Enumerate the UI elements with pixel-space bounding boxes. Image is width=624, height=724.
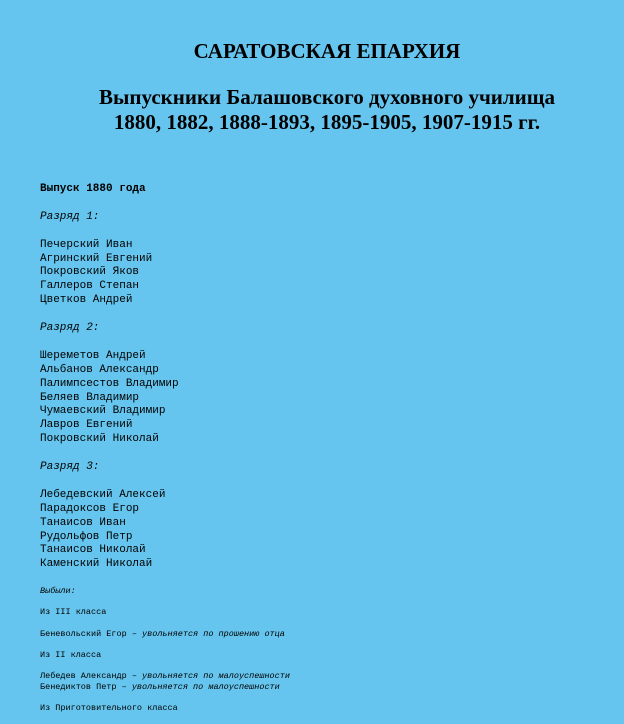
list-item: Танаисов Николай: [40, 544, 146, 557]
prep-class-heading: Из Приготовительного класса: [40, 702, 178, 713]
list-item: Печерский Иван: [40, 238, 133, 251]
grade-2-heading: Разряд 2:: [40, 322, 100, 335]
class-3-entries: [40, 629, 290, 640]
list-item: Лавров Евгений: [40, 419, 133, 432]
list-item: Лебедевский Алексей: [40, 488, 166, 501]
list-item: Альбанов Александр: [40, 363, 159, 376]
dropped-section: [40, 586, 290, 713]
student-name: Беневольский Егор: [40, 628, 127, 639]
list-item: Галлеров Степан: [40, 280, 140, 293]
list-item: Рудольфов Петр: [40, 530, 133, 543]
diocese-title: САРАТОВСКАЯ ЕПАРХИЯ: [193, 39, 461, 63]
list-item: Палимпсестов Владимир: [40, 377, 179, 390]
dropped-heading: Выбыли:: [40, 586, 76, 597]
list-item: Покровский Николай: [40, 433, 159, 446]
graduates-content: [40, 183, 290, 724]
separator: –: [126, 628, 143, 639]
list-item: Покровский Яков: [40, 266, 140, 279]
year-heading: Выпуск 1880 года: [40, 183, 146, 195]
list-item: Танаисов Иван: [40, 516, 126, 529]
dismissal-reason: увольняется по малоуспешности: [142, 670, 290, 681]
list-item: Каменский Николай: [40, 558, 153, 571]
student-name: Бенедиктов Петр: [40, 681, 117, 692]
student-name: Лебедев Александр: [40, 670, 127, 681]
dropped-entry: [40, 671, 290, 682]
list-item: Шереметов Андрей: [40, 349, 146, 362]
separator: –: [116, 681, 132, 692]
class-2-heading: Из II класса: [40, 649, 102, 660]
grade-2-list: [40, 350, 290, 447]
class-3-heading: Из III класса: [40, 607, 107, 618]
grade-1-heading: Разряд 1:: [40, 210, 100, 223]
list-item: Беляев Владимир: [40, 391, 140, 404]
list-item: Цветков Андрей: [40, 294, 133, 307]
list-item: Агринский Евгений: [40, 252, 153, 265]
dismissal-reason: увольняется по малоуспешности: [131, 681, 280, 692]
dismissal-reason: увольняется по прошению отца: [142, 628, 285, 639]
separator: –: [126, 670, 143, 681]
dropped-entry: [40, 629, 290, 640]
grade-3-list: [40, 489, 290, 572]
list-item: Парадоксов Егор: [40, 502, 140, 515]
grade-1-list: [40, 239, 290, 309]
dropped-entry: [40, 682, 290, 693]
page-title-line-2: 1880, 1882, 1888-1893, 1895-1905, 1907-1915 гг.: [113, 110, 541, 134]
grade-3-heading: Разряд 3:: [40, 461, 100, 474]
list-item: Чумаевский Владимир: [40, 405, 166, 418]
class-2-entries: [40, 671, 290, 692]
page-title-line-1: Выпускники Балашовского духовного училища: [98, 85, 556, 109]
